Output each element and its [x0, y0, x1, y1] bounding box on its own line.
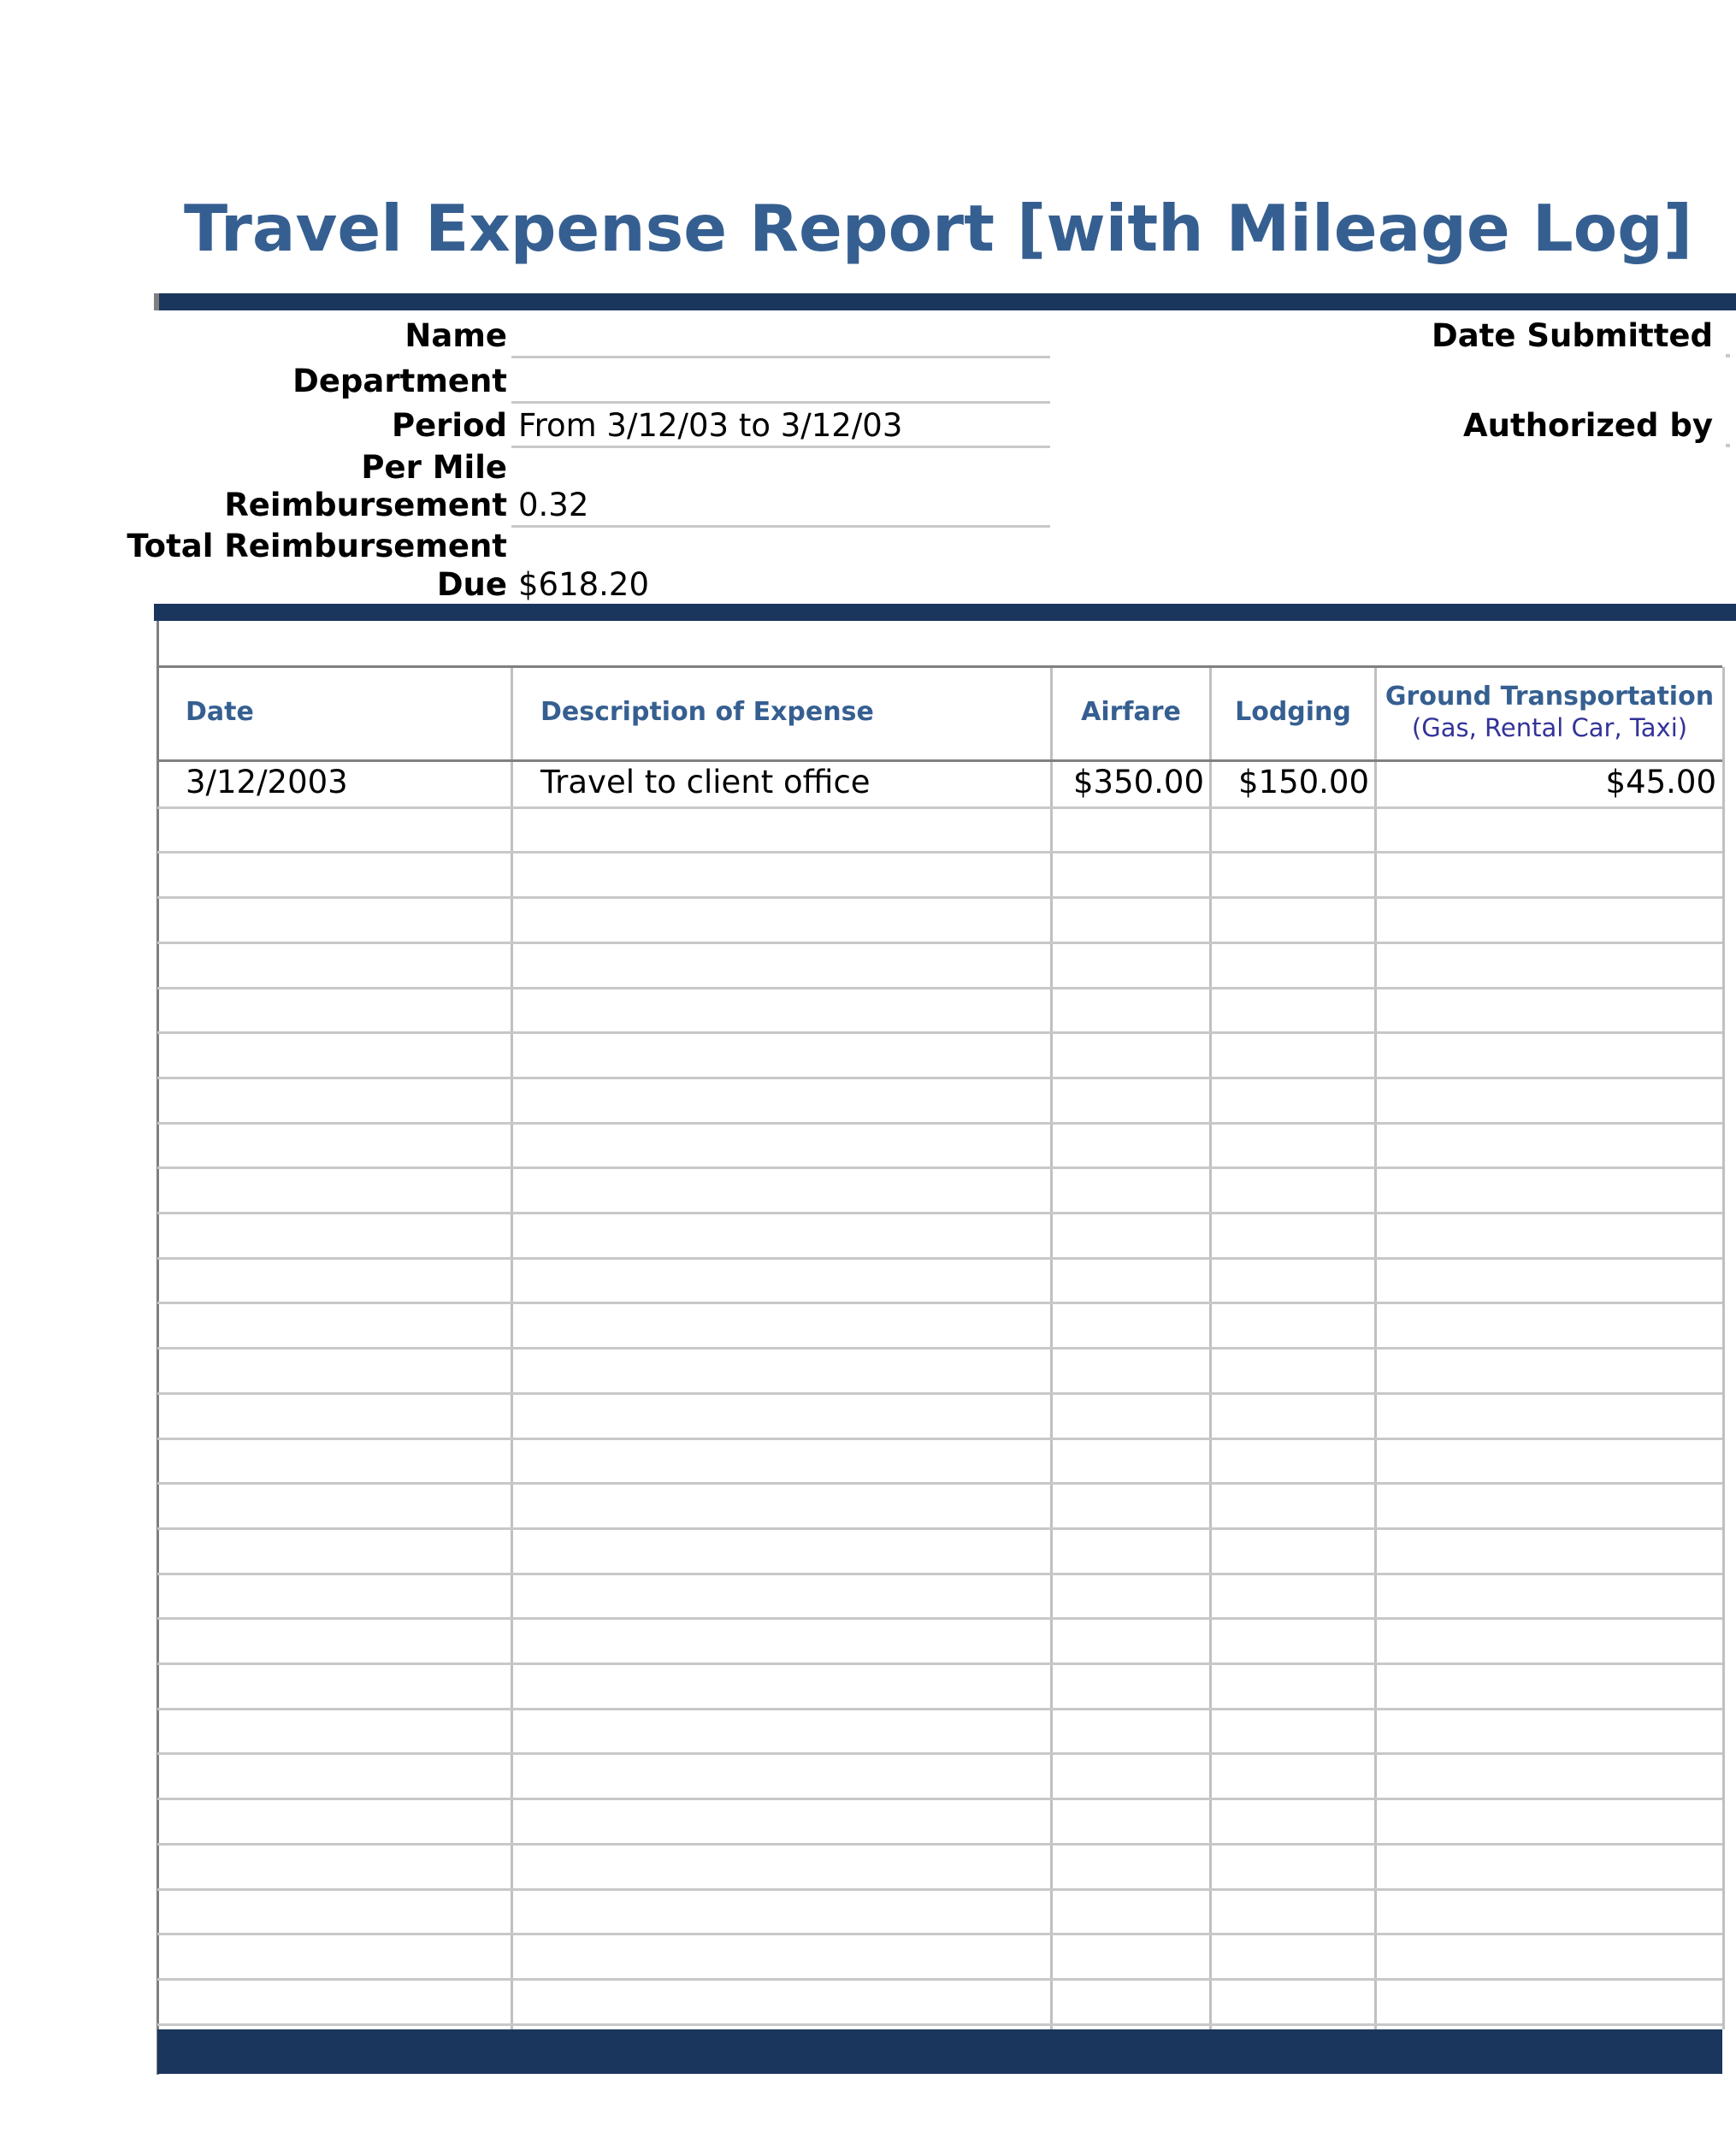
row-divider	[157, 2023, 1722, 2026]
table-right-border	[1722, 667, 1725, 2029]
row-divider	[157, 1888, 1722, 1891]
header-airfare: Airfare	[1081, 697, 1181, 727]
period-label: Period	[391, 407, 507, 444]
row-divider	[157, 1798, 1722, 1800]
row-divider	[157, 1933, 1722, 1935]
row-divider	[157, 987, 1722, 989]
per-mile-value[interactable]: 0.32	[518, 487, 589, 523]
row-divider	[157, 1392, 1722, 1395]
name-label: Name	[404, 317, 507, 354]
row-divider	[157, 1843, 1722, 1846]
row-divider	[157, 1573, 1722, 1575]
cell-date[interactable]: 3/12/2003	[186, 764, 348, 800]
row-divider	[157, 1482, 1722, 1485]
header-top-line	[157, 665, 1722, 668]
bottom-divider-bar	[157, 2029, 1722, 2074]
date-submitted-label: Date Submitted	[1431, 317, 1713, 354]
row-divider	[157, 896, 1722, 899]
date-submitted-field-edge	[1726, 354, 1730, 357]
row-divider	[157, 1978, 1722, 1981]
middle-divider-bar	[154, 604, 1736, 621]
header-bottom-line	[157, 759, 1722, 762]
per-mile-label: Per Mile	[361, 449, 507, 486]
report-title: Travel Expense Report [with Mileage Log]	[184, 191, 1693, 266]
cell-description[interactable]: Travel to client office	[540, 764, 871, 800]
row-divider	[157, 1212, 1722, 1214]
header-ground-transportation: Ground Transportation	[1385, 682, 1715, 712]
cell-airfare[interactable]: $350.00	[1072, 764, 1204, 800]
row-divider	[157, 1166, 1722, 1169]
reimbursement-label: Reimbursement	[224, 487, 507, 523]
header-description: Description of Expense	[540, 697, 874, 727]
department-label: Department	[292, 363, 507, 399]
row-divider	[157, 1077, 1722, 1079]
row-divider	[157, 1752, 1722, 1755]
header-date: Date	[186, 697, 254, 727]
row-divider	[157, 1438, 1722, 1440]
total-reimbursement-label: Total Reimbursement	[127, 528, 507, 564]
row-divider	[157, 851, 1722, 853]
row-divider	[157, 1257, 1722, 1260]
total-value[interactable]: $618.20	[518, 566, 650, 603]
authorized-by-field-edge	[1726, 444, 1730, 447]
top-divider-bar	[154, 293, 1736, 310]
row-divider	[157, 1122, 1722, 1125]
cell-lodging[interactable]: $150.00	[1237, 764, 1369, 800]
row-divider	[157, 1031, 1722, 1034]
per-mile-underline	[511, 525, 1050, 528]
row-divider	[157, 1708, 1722, 1710]
cell-ground[interactable]: $45.00	[1605, 764, 1716, 800]
authorized-by-label: Authorized by	[1463, 407, 1713, 444]
row-divider	[157, 1663, 1722, 1665]
row-divider	[157, 1347, 1722, 1350]
period-underline	[511, 446, 1050, 448]
header-lodging: Lodging	[1235, 697, 1351, 727]
name-underline	[511, 356, 1050, 358]
row-divider	[157, 1527, 1722, 1530]
row-divider	[157, 806, 1722, 809]
department-underline	[511, 401, 1050, 404]
row-divider	[157, 942, 1722, 944]
due-label: Due	[436, 566, 507, 603]
header-ground-subtitle: (Gas, Rental Car, Taxi)	[1411, 713, 1688, 742]
period-value[interactable]: From 3/12/03 to 3/12/03	[518, 407, 903, 444]
row-divider	[157, 1617, 1722, 1620]
row-divider	[157, 1302, 1722, 1304]
